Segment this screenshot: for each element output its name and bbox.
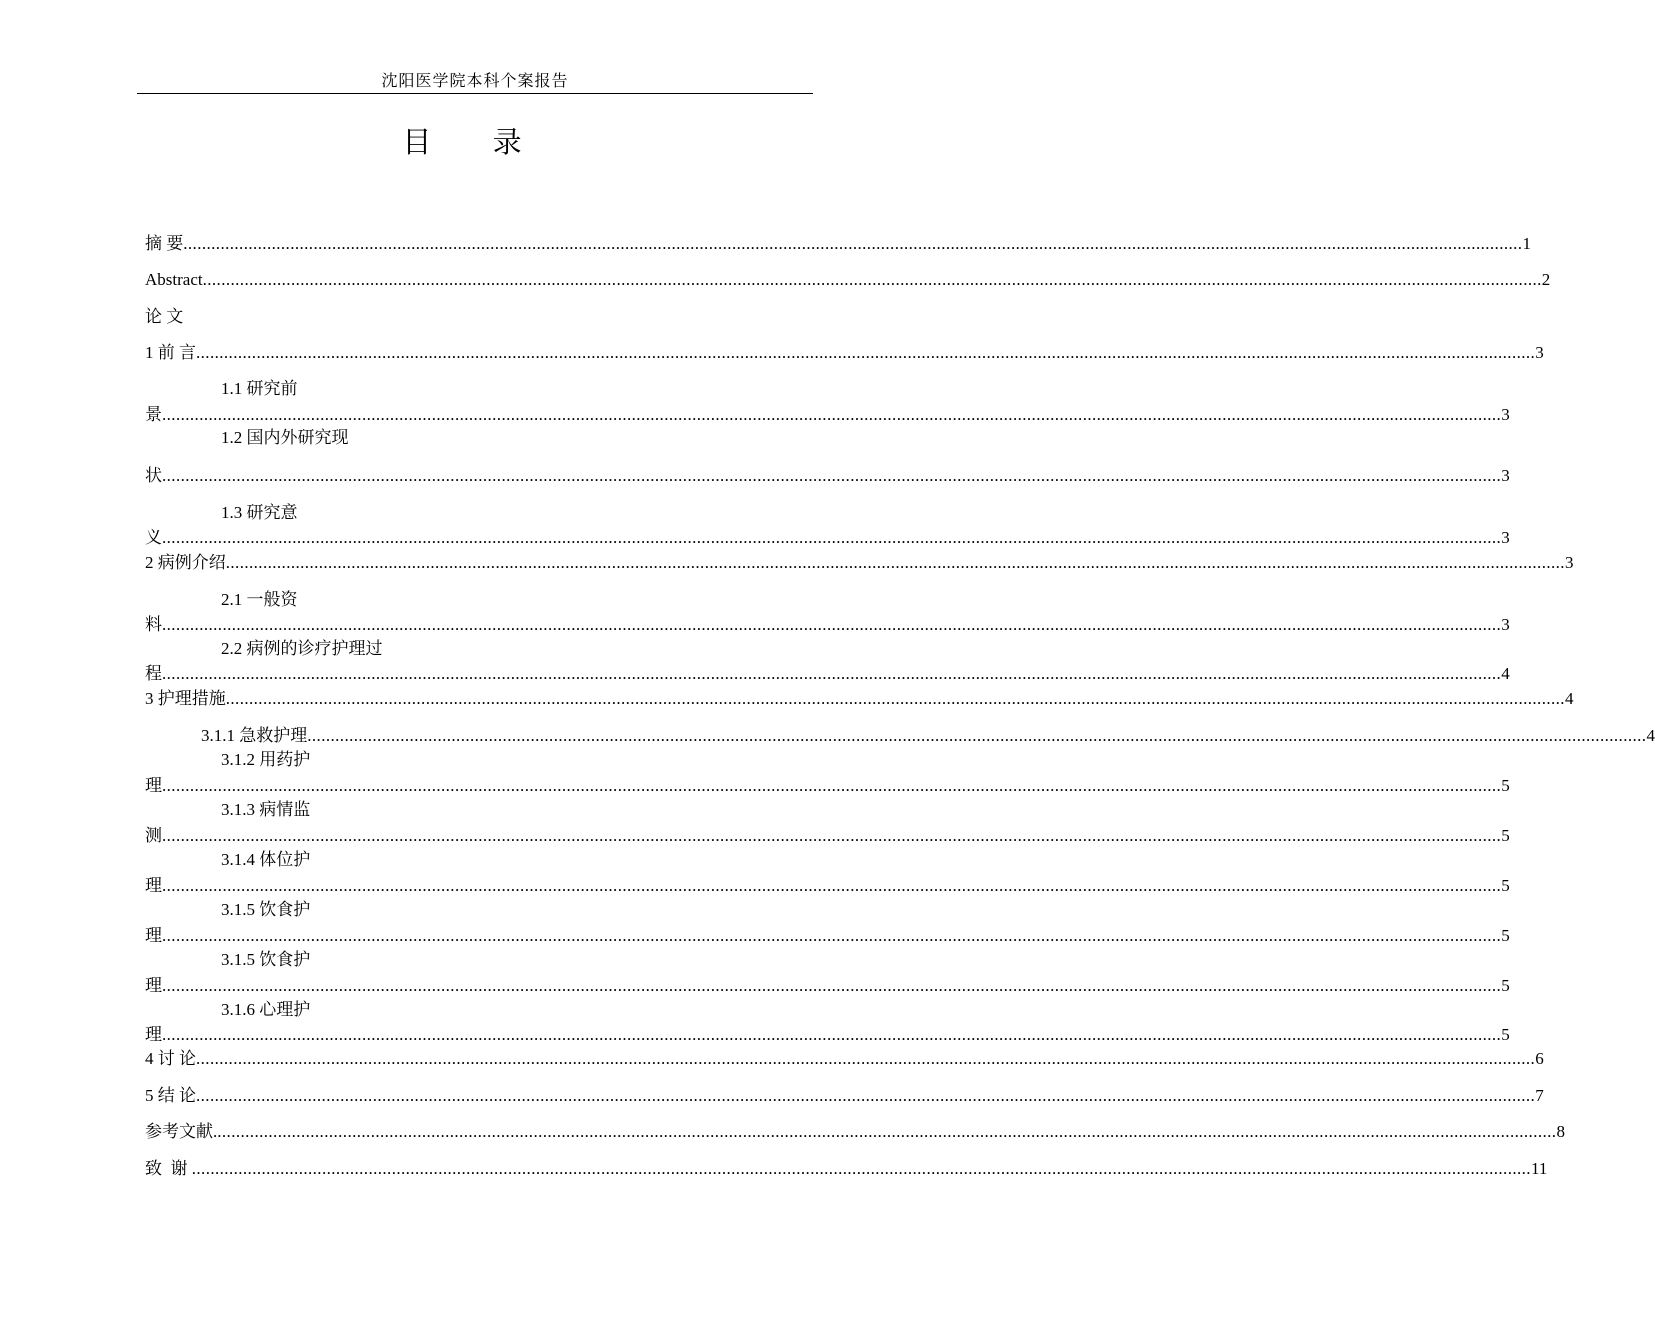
toc-entry-4[interactable] — [145, 1047, 1544, 1071]
toc-page-number: 3 — [1501, 466, 1510, 485]
toc-entry-3-1-1[interactable] — [201, 724, 1655, 748]
toc-entry-3-1-6[interactable] — [145, 1023, 1510, 1047]
toc-leader: ................................................................................................................................................................................................................................................................................................ — [307, 726, 1647, 745]
toc-page-number: 5 — [1501, 1025, 1510, 1044]
toc-entry-acknowledgements[interactable] — [145, 1157, 1548, 1181]
header-rule — [137, 93, 813, 94]
toc-entry-title: 5 结 论 — [145, 1086, 196, 1105]
toc-page-number: 8 — [1556, 1122, 1565, 1141]
toc-entry-title: 1 前 言 — [145, 343, 196, 362]
toc-entry-title: 3.1.1 急救护理 — [201, 726, 308, 745]
toc-leader: ................................................................................................................................................................................................................................................................................................ — [196, 343, 1536, 362]
toc-page-number: 5 — [1501, 876, 1510, 895]
toc-page-number: 3 — [1501, 615, 1510, 634]
toc-entry-title: Abstract — [145, 270, 203, 289]
toc-entry-3-1-3-title[interactable]: 3.1.3 病情监 — [221, 800, 311, 819]
toc-entry-1-3-title[interactable]: 1.3 研究意 — [221, 503, 298, 522]
toc-leader: ................................................................................................................................................................................................................................................................................................ — [217, 1122, 1557, 1141]
toc-leader: ................................................................................................................................................................................................................................................................................................ — [191, 1159, 1531, 1178]
toc-page-number: 2 — [1541, 270, 1551, 289]
toc-page-number: 3 — [1501, 405, 1510, 424]
toc-entry-3-1-4[interactable] — [145, 874, 1510, 898]
toc-entry-1-1-title[interactable]: 1.1 研究前 — [221, 379, 298, 398]
toc-entry-5[interactable] — [145, 1084, 1544, 1108]
toc-leader: ................................................................................................................................................................................................................................................................................................ — [162, 926, 1502, 945]
toc-entry-1-2-title[interactable]: 1.2 国内外研究现 — [221, 428, 349, 447]
toc-leader: ................................................................................................................................................................................................................................................................................................ — [162, 615, 1502, 634]
toc-page-number: 3 — [1535, 343, 1544, 362]
toc-leader: ................................................................................................................................................................................................................................................................................................ — [183, 234, 1523, 253]
toc-leader: ................................................................................................................................................................................................................................................................................................ — [162, 528, 1502, 547]
toc-leader: ................................................................................................................................................................................................................................................................................................ — [162, 776, 1502, 795]
toc-entry-title: 2 病例介绍 — [145, 553, 226, 572]
toc-entry-2-2[interactable] — [145, 662, 1510, 686]
toc-entry-3[interactable] — [145, 687, 1574, 711]
toc-leader: ................................................................................................................................................................................................................................................................................................ — [162, 405, 1502, 424]
toc-entry-title: 理 — [145, 776, 162, 795]
toc-leader: ................................................................................................................................................................................................................................................................................................ — [196, 1086, 1536, 1105]
toc-entry-lunwen[interactable] — [145, 305, 183, 329]
toc-entry-2[interactable] — [145, 551, 1574, 575]
toc-entry-3-1-5[interactable] — [145, 924, 1510, 948]
page-header: 沈阳医学院本科个案报告 — [381, 73, 569, 90]
toc-leader: ................................................................................................................................................................................................................................................................................................ — [196, 1049, 1536, 1068]
toc-page-number: 5 — [1501, 826, 1510, 845]
toc-page-number: 7 — [1535, 1086, 1544, 1105]
toc-leader: ................................................................................................................................................................................................................................................................................................ — [225, 689, 1565, 708]
toc-entry-title: 测 — [145, 826, 162, 845]
toc-entry-2-1-title[interactable]: 2.1 一般资 — [221, 590, 298, 609]
toc-entry-3-1-2-title[interactable]: 3.1.2 用药护 — [221, 750, 311, 769]
toc-leader: ................................................................................................................................................................................................................................................................................................ — [162, 826, 1502, 845]
toc-entry-title: 料 — [145, 615, 162, 634]
toc-entry-title: 论 文 — [145, 307, 184, 326]
toc-entry-3-1-5-dup[interactable] — [145, 974, 1510, 998]
toc-entry-title: 景 — [145, 405, 162, 424]
toc-entry-3-1-5-title[interactable]: 3.1.5 饮食护 — [221, 900, 311, 919]
toc-entry-title: 致 谢 — [145, 1159, 192, 1178]
toc-entry-1-3[interactable] — [145, 526, 1510, 550]
toc-entry-3-1-3[interactable] — [145, 824, 1510, 848]
toc-page-number: 6 — [1535, 1049, 1544, 1068]
toc-entry-3-1-6-title[interactable]: 3.1.6 心理护 — [221, 1000, 311, 1019]
toc-leader: ................................................................................................................................................................................................................................................................................................ — [162, 1025, 1502, 1044]
toc-page-number: 5 — [1501, 976, 1510, 995]
toc-entry-title: 3 护理措施 — [145, 689, 226, 708]
toc-entry-title: 参考文献. — [145, 1122, 218, 1141]
toc-page-number: 1 — [1522, 234, 1531, 253]
toc-page-number: 3 — [1564, 553, 1574, 572]
toc-leader: ................................................................................................................................................................................................................................................................................................ — [202, 270, 1542, 289]
toc-page-number: 5 — [1501, 776, 1510, 795]
toc-entry-3-1-2[interactable] — [145, 774, 1510, 798]
toc-entry-2-1[interactable] — [145, 613, 1510, 637]
toc-leader: ................................................................................................................................................................................................................................................................................................ — [162, 466, 1502, 485]
toc-entry-1-2[interactable] — [145, 464, 1510, 488]
toc-entry-abstract-en[interactable] — [145, 268, 1551, 292]
toc-page-number: 4 — [1564, 689, 1574, 708]
toc-entry-2-2-title[interactable]: 2.2 病例的诊疗护理过 — [221, 639, 383, 658]
toc-entry-title: 状 — [145, 466, 162, 485]
toc-entry-title: 理 — [145, 976, 162, 995]
toc-entry-title: 程 — [145, 664, 162, 683]
toc-entry-3-1-4-title[interactable]: 3.1.4 体位护 — [221, 850, 311, 869]
toc-entry-title: 理 — [145, 1025, 162, 1044]
toc-leader: ................................................................................................................................................................................................................................................................................................ — [162, 664, 1502, 683]
toc-entry-3-1-5-dup-title[interactable]: 3.1.5 饮食护 — [221, 950, 311, 969]
toc-entry-title: 4 讨 论 — [145, 1049, 196, 1068]
toc-leader: ................................................................................................................................................................................................................................................................................................ — [162, 976, 1502, 995]
toc-page-number: 11 — [1530, 1159, 1548, 1178]
toc-entry-1-1[interactable] — [145, 403, 1510, 427]
page-title: 目 录 — [402, 125, 548, 159]
toc-entry-title: 理 — [145, 876, 162, 895]
toc-entry-title: 义 — [145, 528, 162, 547]
toc-entry-references[interactable] — [145, 1120, 1565, 1144]
toc-leader: ................................................................................................................................................................................................................................................................................................ — [225, 553, 1565, 572]
toc-entry-title: 理 — [145, 926, 162, 945]
toc-page-number: 4 — [1646, 726, 1655, 745]
toc-entry-abstract-cn[interactable] — [145, 232, 1531, 256]
toc-page-number: 5 — [1501, 926, 1510, 945]
toc-entry-title: 摘 要 — [145, 234, 184, 253]
toc-entry-1[interactable] — [145, 341, 1544, 365]
toc-leader: ................................................................................................................................................................................................................................................................................................ — [162, 876, 1502, 895]
toc-page-number: 3 — [1501, 528, 1510, 547]
toc-page-number: 4 — [1501, 664, 1510, 683]
